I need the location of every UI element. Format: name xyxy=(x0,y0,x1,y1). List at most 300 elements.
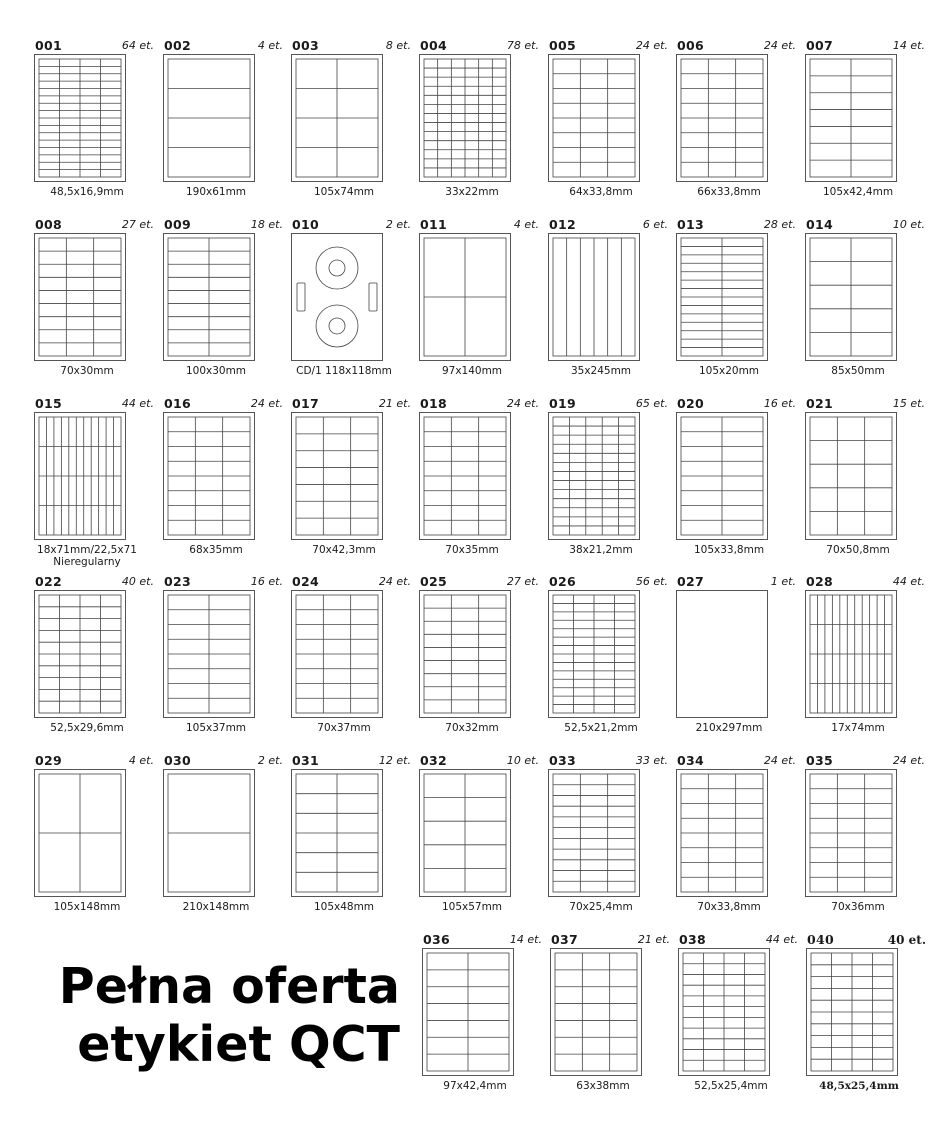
item-header xyxy=(676,396,800,410)
label-sheet-item xyxy=(34,38,158,208)
label-sheet-item xyxy=(34,574,158,744)
dimensions-text: 52,5x29,6mm xyxy=(50,722,124,734)
item-code: 018 xyxy=(420,396,447,411)
sheet-layout-svg xyxy=(35,234,125,360)
item-dimensions xyxy=(548,544,654,556)
label-sheet-item xyxy=(676,753,800,923)
sheet-layout-svg xyxy=(806,55,896,181)
dimensions-text: 105x33,8mm xyxy=(693,544,765,556)
item-header xyxy=(419,217,543,231)
item-label-count: 44 et. xyxy=(121,397,154,410)
item-code: 007 xyxy=(806,38,833,53)
item-dimensions xyxy=(163,901,269,913)
sheet-diagram xyxy=(550,948,642,1076)
item-header xyxy=(548,396,672,410)
sheet-diagram xyxy=(34,233,126,361)
item-dimensions xyxy=(291,722,397,734)
dimensions-text: 63x38mm xyxy=(576,1080,630,1092)
dimensions-text: 105x148mm xyxy=(53,901,121,913)
item-dimensions xyxy=(291,901,397,913)
item-label-count: 65 et. xyxy=(635,397,668,410)
item-dimensions xyxy=(676,544,782,556)
sheet-layout-svg xyxy=(551,949,641,1075)
item-code: 029 xyxy=(35,753,62,768)
sheet-diagram xyxy=(676,590,768,718)
sheet-layout-svg xyxy=(806,413,896,539)
item-code: 023 xyxy=(164,574,191,589)
dimensions-text: 52,5x21,2mm xyxy=(564,722,638,734)
item-dimensions xyxy=(34,365,140,377)
item-label-count: 33 et. xyxy=(635,754,668,767)
item-header xyxy=(163,753,287,767)
sheet-layout-svg xyxy=(806,234,896,360)
item-code: 013 xyxy=(677,217,704,232)
item-code: 017 xyxy=(292,396,319,411)
item-header xyxy=(163,217,287,231)
sheet-layout-svg xyxy=(549,413,639,539)
sheet-diagram xyxy=(34,412,126,540)
sheet-diagram xyxy=(805,54,897,182)
label-sheet-item xyxy=(548,753,672,923)
item-label-count: 40 et. xyxy=(121,575,154,588)
sheet-layout-svg xyxy=(420,770,510,896)
sheet-layout-svg xyxy=(292,55,382,181)
item-code: 006 xyxy=(677,38,704,53)
item-header xyxy=(419,574,543,588)
label-sheet-item xyxy=(805,574,929,744)
label-sheet-item xyxy=(34,217,158,387)
label-sheet-item xyxy=(676,396,800,566)
dimensions-text: 66x33,8mm xyxy=(697,186,761,198)
item-code: 035 xyxy=(806,753,833,768)
dimensions-text: 52,5x25,4mm xyxy=(694,1080,768,1092)
item-header xyxy=(676,38,800,52)
item-dimensions xyxy=(676,365,782,377)
item-label-count: 15 et. xyxy=(892,397,925,410)
item-label-count: 10 et. xyxy=(506,754,539,767)
dimensions-text: 210x297mm xyxy=(695,722,763,734)
label-sheet-item xyxy=(419,217,543,387)
label-sheet-item xyxy=(676,217,800,387)
sheet-layout-svg xyxy=(677,413,767,539)
item-label-count: 4 et. xyxy=(128,754,154,767)
item-label-count: 24 et. xyxy=(635,39,668,52)
item-label-count: 78 et. xyxy=(506,39,539,52)
sheet-layout-svg xyxy=(677,234,767,360)
label-area xyxy=(553,417,635,535)
item-label-count: 2 et. xyxy=(257,754,283,767)
sheet-layout-svg xyxy=(292,591,382,717)
item-code: 010 xyxy=(292,217,319,232)
item-label-count: 12 et. xyxy=(378,754,411,767)
item-header xyxy=(34,396,158,410)
item-label-count: 16 et. xyxy=(763,397,796,410)
dimensions-text: 85x50mm xyxy=(831,365,885,377)
item-label-count: 28 et. xyxy=(763,218,796,231)
item-header xyxy=(419,753,543,767)
sheet-layout-svg xyxy=(164,413,254,539)
dimensions-text: 100x30mm xyxy=(185,365,247,377)
item-code: 014 xyxy=(806,217,833,232)
item-code: 037 xyxy=(551,932,578,947)
item-code: 009 xyxy=(164,217,191,232)
item-code: 040 xyxy=(807,932,834,947)
label-sheet-item xyxy=(805,396,929,566)
label-sheet-item xyxy=(419,38,543,208)
item-code: 022 xyxy=(35,574,62,589)
item-label-count: 14 et. xyxy=(892,39,925,52)
cd-label-hole xyxy=(329,318,345,334)
item-dimensions xyxy=(34,544,140,568)
item-dimensions xyxy=(419,901,525,913)
item-header xyxy=(34,217,158,231)
item-dimensions xyxy=(806,1080,912,1092)
label-sheet-item xyxy=(163,753,287,923)
item-code: 011 xyxy=(420,217,447,232)
item-header xyxy=(550,932,674,946)
item-label-count: 44 et. xyxy=(892,575,925,588)
label-sheet-item xyxy=(550,932,674,1102)
sheet-layout-svg xyxy=(549,770,639,896)
sheet-diagram xyxy=(806,948,898,1076)
dimensions-text: 18x71mm/22,5x71 xyxy=(37,544,137,556)
sheet-diagram xyxy=(34,590,126,718)
item-header xyxy=(163,574,287,588)
dimensions-text: 33x22mm xyxy=(445,186,499,198)
label-sheet-item xyxy=(805,753,929,923)
item-code: 016 xyxy=(164,396,191,411)
item-label-count: 24 et. xyxy=(763,754,796,767)
sheet-layout-svg xyxy=(35,55,125,181)
item-header xyxy=(34,38,158,52)
sheet-diagram xyxy=(676,233,768,361)
label-sheet-item xyxy=(163,396,287,566)
dimensions-text: 105x74mm xyxy=(313,186,375,198)
item-code: 020 xyxy=(677,396,704,411)
sheet-diagram xyxy=(291,54,383,182)
sheet-layout-svg xyxy=(807,949,897,1075)
item-label-count: 14 et. xyxy=(509,933,542,946)
item-code: 002 xyxy=(164,38,191,53)
sheet-layout-svg xyxy=(164,770,254,896)
item-label-count: 4 et. xyxy=(513,218,539,231)
item-dimensions xyxy=(548,722,654,734)
sheet-diagram xyxy=(548,590,640,718)
dimensions-text: 70x36mm xyxy=(831,901,885,913)
item-header xyxy=(805,396,929,410)
cd-label-hole xyxy=(329,260,345,276)
sheet-diagram xyxy=(419,233,511,361)
item-dimensions xyxy=(163,544,269,556)
dimensions-text: 70x37mm xyxy=(317,722,371,734)
item-header xyxy=(291,217,415,231)
item-dimensions xyxy=(419,365,525,377)
sheet-layout-svg xyxy=(806,770,896,896)
item-label-count: 1 et. xyxy=(770,575,796,588)
sheet-diagram xyxy=(163,412,255,540)
sheet-layout-svg xyxy=(420,234,510,360)
item-dimensions xyxy=(805,901,911,913)
item-dimensions xyxy=(291,365,397,377)
item-header xyxy=(548,574,672,588)
item-code: 021 xyxy=(806,396,833,411)
side-label xyxy=(369,283,377,311)
item-label-count: 16 et. xyxy=(250,575,283,588)
sheet-diagram xyxy=(676,54,768,182)
dimensions-text: 48,5x16,9mm xyxy=(50,186,124,198)
item-label-count: 27 et. xyxy=(121,218,154,231)
item-dimensions xyxy=(163,186,269,198)
sheet-diagram xyxy=(291,233,383,361)
item-header xyxy=(676,574,800,588)
item-header xyxy=(676,753,800,767)
item-header xyxy=(805,217,929,231)
sheet-layout-svg xyxy=(420,591,510,717)
item-dimensions xyxy=(34,901,140,913)
dimensions-text: 48,5x25,4mm xyxy=(819,1080,899,1092)
item-code: 030 xyxy=(164,753,191,768)
item-header xyxy=(678,932,802,946)
label-sheet-item xyxy=(163,217,287,387)
item-code: 008 xyxy=(35,217,62,232)
dimensions-text: 105x37mm xyxy=(185,722,247,734)
sheet-layout-svg xyxy=(35,770,125,896)
item-code: 034 xyxy=(677,753,704,768)
item-header xyxy=(548,217,672,231)
item-header xyxy=(805,753,929,767)
label-sheet-item xyxy=(419,574,543,744)
label-sheet-item xyxy=(163,574,287,744)
sheet-layout-svg xyxy=(677,55,767,181)
dimensions-text: 64x33,8mm xyxy=(569,186,633,198)
label-sheet-item xyxy=(678,932,802,1102)
label-sheet-item xyxy=(419,753,543,923)
item-label-count: 8 et. xyxy=(385,39,411,52)
sheet-layout-svg xyxy=(164,591,254,717)
item-label-count: 24 et. xyxy=(763,39,796,52)
label-sheet-item xyxy=(34,396,158,566)
sheet-diagram xyxy=(805,590,897,718)
item-dimensions xyxy=(676,722,782,734)
item-dimensions xyxy=(676,901,782,913)
item-code: 015 xyxy=(35,396,62,411)
label-sheet-item xyxy=(676,574,800,744)
label-sheet-item xyxy=(34,753,158,923)
sheet-diagram xyxy=(805,769,897,897)
item-label-count: 10 et. xyxy=(892,218,925,231)
label-sheet-item xyxy=(291,396,415,566)
item-code: 032 xyxy=(420,753,447,768)
item-header xyxy=(806,932,930,946)
item-dimensions xyxy=(34,722,140,734)
dimensions-text: 35x245mm xyxy=(570,365,632,377)
sheet-diagram xyxy=(163,233,255,361)
item-dimensions xyxy=(34,186,140,198)
item-label-count: 27 et. xyxy=(506,575,539,588)
sheet-layout-svg xyxy=(35,591,125,717)
label-sheet-item xyxy=(291,753,415,923)
label-area xyxy=(424,595,506,713)
sheet-layout-svg xyxy=(35,413,125,539)
item-header xyxy=(291,753,415,767)
label-area xyxy=(555,953,637,1071)
label-sheet-item xyxy=(163,38,287,208)
label-sheet-item xyxy=(291,38,415,208)
item-dimensions xyxy=(676,186,782,198)
sheet-diagram xyxy=(548,54,640,182)
item-header xyxy=(163,396,287,410)
dimensions-text: 70x33,8mm xyxy=(697,901,761,913)
item-header xyxy=(676,217,800,231)
sheet-diagram xyxy=(422,948,514,1076)
dimensions-text: 70x42,3mm xyxy=(312,544,376,556)
label-area xyxy=(553,774,635,892)
item-dimensions xyxy=(419,722,525,734)
item-dimensions xyxy=(678,1080,784,1092)
item-header xyxy=(291,574,415,588)
sheet-diagram xyxy=(676,769,768,897)
dimensions-text: 38x21,2mm xyxy=(569,544,633,556)
sheet-diagram xyxy=(805,412,897,540)
item-dimensions xyxy=(163,365,269,377)
dimensions-text: 17x74mm xyxy=(831,722,885,734)
label-sheet-item xyxy=(548,217,672,387)
sheet-layout-svg xyxy=(677,591,767,717)
dimensions-text: 68x35mm xyxy=(189,544,243,556)
sheet-layout-svg xyxy=(549,591,639,717)
sheet-diagram xyxy=(419,54,511,182)
dimensions-note: Nieregularny xyxy=(53,556,121,568)
label-sheet-item xyxy=(676,38,800,208)
sheet-diagram xyxy=(548,233,640,361)
item-code: 026 xyxy=(549,574,576,589)
item-header xyxy=(419,38,543,52)
side-label xyxy=(297,283,305,311)
item-header xyxy=(34,753,158,767)
item-label-count: 24 et. xyxy=(250,397,283,410)
promo-line-2: etykiet QCT xyxy=(77,1016,400,1073)
dimensions-text: 97x42,4mm xyxy=(443,1080,507,1092)
dimensions-text: 105x20mm xyxy=(698,365,760,377)
item-dimensions xyxy=(805,365,911,377)
sheet-diagram xyxy=(291,769,383,897)
sheet-diagram xyxy=(291,590,383,718)
item-header xyxy=(805,38,929,52)
item-dimensions xyxy=(419,186,525,198)
label-sheet-item xyxy=(291,217,415,387)
item-dimensions xyxy=(805,722,911,734)
item-label-count: 21 et. xyxy=(378,397,411,410)
label-sheet-item xyxy=(422,932,546,1102)
item-label-count: 64 et. xyxy=(121,39,154,52)
label-area xyxy=(39,238,121,356)
dimensions-text: 105x48mm xyxy=(313,901,375,913)
sheet-layout-svg xyxy=(549,55,639,181)
item-dimensions xyxy=(805,544,911,556)
label-sheet-item xyxy=(419,396,543,566)
label-sheet-item xyxy=(291,574,415,744)
sheet-diagram xyxy=(805,233,897,361)
item-code: 038 xyxy=(679,932,706,947)
item-code: 004 xyxy=(420,38,447,53)
label-sheet-item xyxy=(548,38,672,208)
promo-text xyxy=(28,958,400,1074)
sheet-diagram xyxy=(291,412,383,540)
item-code: 027 xyxy=(677,574,704,589)
sheet-diagram xyxy=(419,769,511,897)
sheet-diagram xyxy=(163,769,255,897)
dimensions-text: 210x148mm xyxy=(182,901,250,913)
item-dimensions xyxy=(548,901,654,913)
item-header xyxy=(419,396,543,410)
dimensions-text: 70x25,4mm xyxy=(569,901,633,913)
label-area xyxy=(810,417,892,535)
item-code: 033 xyxy=(549,753,576,768)
sheet-layout-svg xyxy=(164,55,254,181)
sheet-diagram xyxy=(34,769,126,897)
item-dimensions xyxy=(163,722,269,734)
sheet-diagram xyxy=(678,948,770,1076)
item-label-count: 2 et. xyxy=(385,218,411,231)
dimensions-text: 105x42,4mm xyxy=(822,186,894,198)
dimensions-text: 70x50,8mm xyxy=(826,544,890,556)
sheet-diagram xyxy=(676,412,768,540)
sheet-layout-svg xyxy=(679,949,769,1075)
item-header xyxy=(291,38,415,52)
sheet-layout-svg xyxy=(420,55,510,181)
item-code: 001 xyxy=(35,38,62,53)
item-header xyxy=(291,396,415,410)
item-code: 003 xyxy=(292,38,319,53)
item-dimensions xyxy=(548,365,654,377)
item-label-count: 24 et. xyxy=(892,754,925,767)
item-code: 019 xyxy=(549,396,576,411)
item-code: 031 xyxy=(292,753,319,768)
item-label-count: 56 et. xyxy=(635,575,668,588)
dimensions-text: 70x30mm xyxy=(60,365,114,377)
sheet-layout-svg xyxy=(164,234,254,360)
label-sheet-item xyxy=(805,217,929,387)
sheet-diagram xyxy=(548,412,640,540)
item-label-count: 44 et. xyxy=(765,933,798,946)
item-code: 024 xyxy=(292,574,319,589)
item-dimensions xyxy=(548,186,654,198)
sheet-layout-svg xyxy=(292,413,382,539)
sheet-layout-svg xyxy=(806,591,896,717)
item-header xyxy=(163,38,287,52)
item-header xyxy=(548,38,672,52)
sheet-layout-svg xyxy=(420,413,510,539)
item-code: 036 xyxy=(423,932,450,947)
sheet-diagram xyxy=(548,769,640,897)
item-label-count: 40 et. xyxy=(887,933,926,947)
item-label-count: 4 et. xyxy=(257,39,283,52)
item-label-count: 21 et. xyxy=(637,933,670,946)
item-label-count: 18 et. xyxy=(250,218,283,231)
sheet-layout-svg xyxy=(549,234,639,360)
item-header xyxy=(34,574,158,588)
item-label-count: 6 et. xyxy=(642,218,668,231)
item-dimensions xyxy=(805,186,911,198)
item-header xyxy=(548,753,672,767)
dimensions-text: 97x140mm xyxy=(441,365,503,377)
sheet-diagram xyxy=(419,590,511,718)
item-dimensions xyxy=(419,544,525,556)
item-code: 028 xyxy=(806,574,833,589)
item-label-count: 24 et. xyxy=(506,397,539,410)
label-sheet-item xyxy=(805,38,929,208)
item-code: 005 xyxy=(549,38,576,53)
